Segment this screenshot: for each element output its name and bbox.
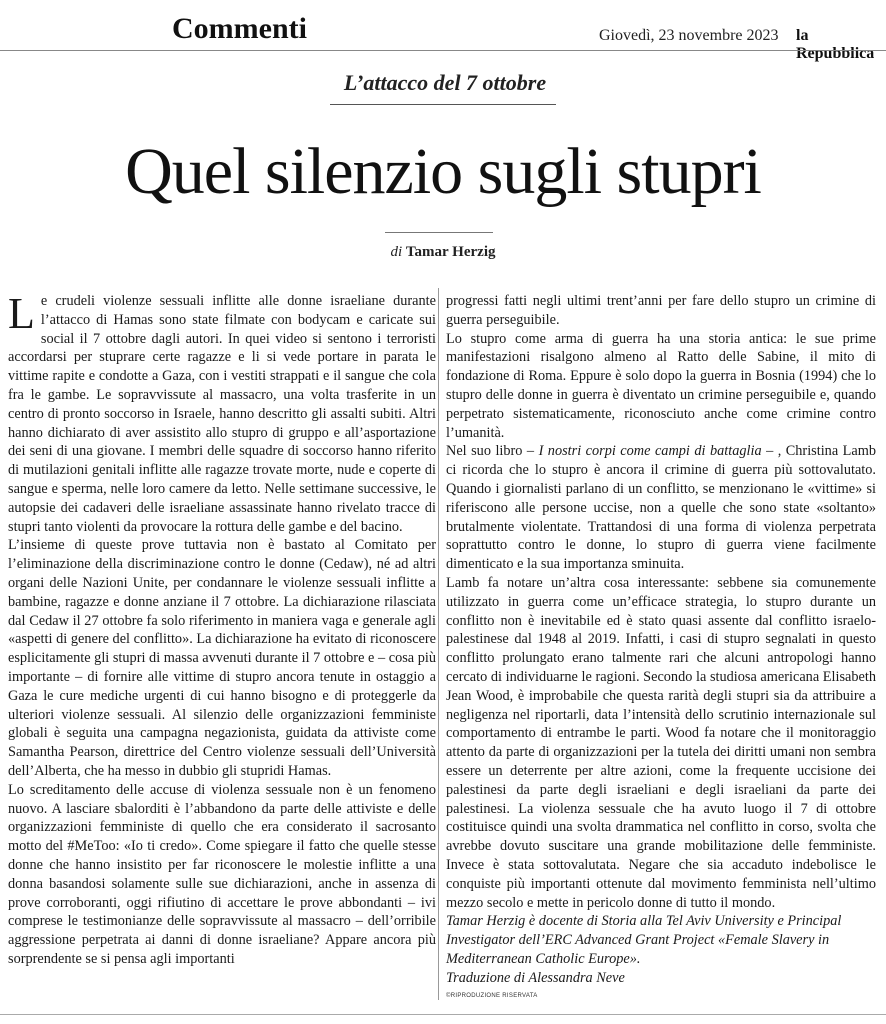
paragraph-1-text: e crudeli violenze sessuali inflitte alle donne israeliane durante l’attacco di Hamas sono state filmate con bodycam e caricate sui social il 7 ottobre dagli autori. In quei video si sentono i terroristi accordarsi per stuprare certe ragazze e li si vede portare in parata le vittime rapite e condotte a Gaza, con i vestiti strappati e il sangue che cola fra le gambe. Le sopravvissute al massacro, una volta trasferite in un centro di pronto soccorso in Israele, hanno descritto gli assalti subiti. Altri hanno dichiarato di aver assistito allo stupro di gruppo e all’asportazione dei seni di una giovane. I membri delle squadre di soccorso hanno riferito di mutilazioni genitali inflitte alle ragazze trovate morte, nude e coperte di sangue e sperma, nelle loro camere da letto. Nelle settimane successive, le autopsie dei cadaveri delle israeliane assassinate hanno rivelato tracce di stupri tanto violenti da provocare la rottura delle gambe e del bacino. <box>8 293 436 535</box>
newspaper-name: la Repubblica <box>796 27 875 62</box>
header-divider <box>0 50 886 51</box>
article-column-1 <box>8 289 436 969</box>
paragraph-2: L’insieme di queste prove tuttavia non è bastato al Comitato per l’eliminazione della discriminazione contro le donne (Cedaw), né ad altri organi delle Nazioni Unite, per condannare le violenze sessuali inflitte a bambine, ragazze e donne anziane il 7 ottobre. La dichiarazione rilasciata dal Cedaw il 27 ottobre fa solo riferimento in maniera vaga e generale agli «aspetti di genere del conflitto». La dichiarazione ha evitato di riconoscere esplicitamente gli stupri di massa avvenuti durante il 7 ottobre e – cosa più importante – di fornire alle vittime di stupro ancora tenute in ostaggio a Gaza le cure mediche urgenti di cui hanno bisogno e di proteggerle da ulteriori violenze sessuali. Al silenzio delle organizzazioni femministe globali è seguita una campagna negazionista, guidata da attiviste come Samantha Pearson, direttrice del Centro violenze sessuali dell’Università dell’Alberta, che ha messo in dubbio gli stupridi Hamas. <box>8 537 436 779</box>
byline <box>0 244 886 261</box>
paragraph-3: Lo screditamento delle accuse di violenza sessuale non è un fenomeno nuovo. A lasciare sbalorditi è l’abbandono da parte delle attiviste e delle organizzazioni femministe di quello che era considerato il sacrosanto motto del #MeToo: «Io ti credo». Come spiegare il fatto che quelle stesse donne che hanno insistito per far riconoscere le molestie inflitte a una donna basandosi solamente sulle sue dichiarazioni, anche in assenza di prove corroboranti, oggi rifiutino di accettare le prove abbondanti – ivi comprese le testimonianze delle sopravvissute al massacro – dell’orribile aggressione perpetrata ai danni di donne israeliane? Appare ancora più sorprendente se si pensa agli importanti <box>8 781 436 967</box>
column-divider <box>438 288 439 1000</box>
byline-divider <box>385 232 493 233</box>
author-note: Tamar Herzig è docente di Storia alla Tel Aviv University e Principal Investigator dell’ERC Advanced Grant Project «Female Slavery in Mediterranean Catholic Europe». <box>446 913 842 967</box>
author-name: Tamar Herzig <box>405 244 496 260</box>
paragraph-6-rest: – , Christina Lamb ci ricorda che lo stupro è ancora il crimine di guerra più sottovalutato. Quando i giornalisti parlano di un conflitto, se menzionano le «vittime» si riferiscono alle persone uccise, non a quelle che sono state «soltanto» brutalmente violentate. Trattandosi di una forma di violenza perpetrata soprattutto contro le donne, lo stupro di guerra viene facilmente dimenticato e la sua importanza sminuita. <box>446 443 876 573</box>
copyright-notice: ©RIPRODUZIONE RISERVATA <box>446 993 538 1000</box>
paragraph-5: Lo stupro come arma di guerra ha una storia antica: le sue prime manifestazioni risalgono almeno al Ratto delle Sabine, il mito di fondazione di Roma. Eppure è solo dopo la guerra in Bosnia (1994) che lo stupro delle donne in guerra è diventato un crimine perseguibile e, quando perpetrato sistematicamente, riconosciuto anche come crimine contro l’umanità. <box>446 330 876 441</box>
drop-cap: L <box>8 289 35 338</box>
paragraph-1 <box>8 289 436 536</box>
article-column-2 <box>446 292 876 1006</box>
paragraph-6 <box>446 442 876 574</box>
translation-credit: Traduzione di Alessandra Neve <box>446 969 625 986</box>
section-title: Commenti <box>172 12 307 45</box>
article-headline: Quel silenzio sugli stupri <box>125 135 761 208</box>
paragraph-4: progressi fatti negli ultimi trent’anni per fare dello stupro un crimine di guerra perseguibile. <box>446 293 876 328</box>
paragraph-7: Lamb fa notare un’altra cosa interessante: sebbene sia comunemente utilizzato in guerra come un’efficace strategia, lo stupro durante un conflitto non è inevitabile ed è stato quasi assente dal conflitto israelo-palestinese dal 1948 al 2019. Infatti, i casi di stupro segnalati in questo conflitto prolungato erano talmente rari che alcuni antropologi hanno cercato di individuarne le ragioni. Secondo la studiosa americana Elisabeth Jean Wood, è improbabile che questa rarità degli stupri sia da attribuire a negligenza nel riportarli, data l’intensità dello scrutinio internazionale sul comportamento di entrambe le parti. Wood fa notare che il monitoraggio attento da parte di organizzazioni per la tutela dei diritti umani non sembra essere un deterrente per altre azioni, come la frequente uccisione dei palestinesi da parte degli israeliani e degli israeliani da parte dei palestinesi. La violenza sessuale che ha avuto luogo il 7 di ottobre costituisce quindi una svolta drammatica nel conflitto in corso, svolta che avrebbe dovuto suscitare una grande mobilitazione delle femministe. Invece è stata sottovalutata. Negare che sia accaduto indebolisce le conquiste più importanti ottenute dal movimento femminista nell’ultimo mezzo secolo e mette in pericolo donne di tutto il mondo. <box>446 574 876 911</box>
footer-divider <box>0 1014 886 1015</box>
byline-prefix: di <box>390 244 403 260</box>
article-kicker: L’attacco del 7 ottobre <box>343 70 547 95</box>
paragraph-6-start: Nel suo libro – <box>446 443 539 460</box>
page-header <box>0 0 886 62</box>
book-title: I nostri corpi come campi di battaglia <box>538 443 762 460</box>
kicker-divider <box>330 104 556 105</box>
issue-date: Giovedì, 23 novembre 2023 <box>599 27 779 44</box>
